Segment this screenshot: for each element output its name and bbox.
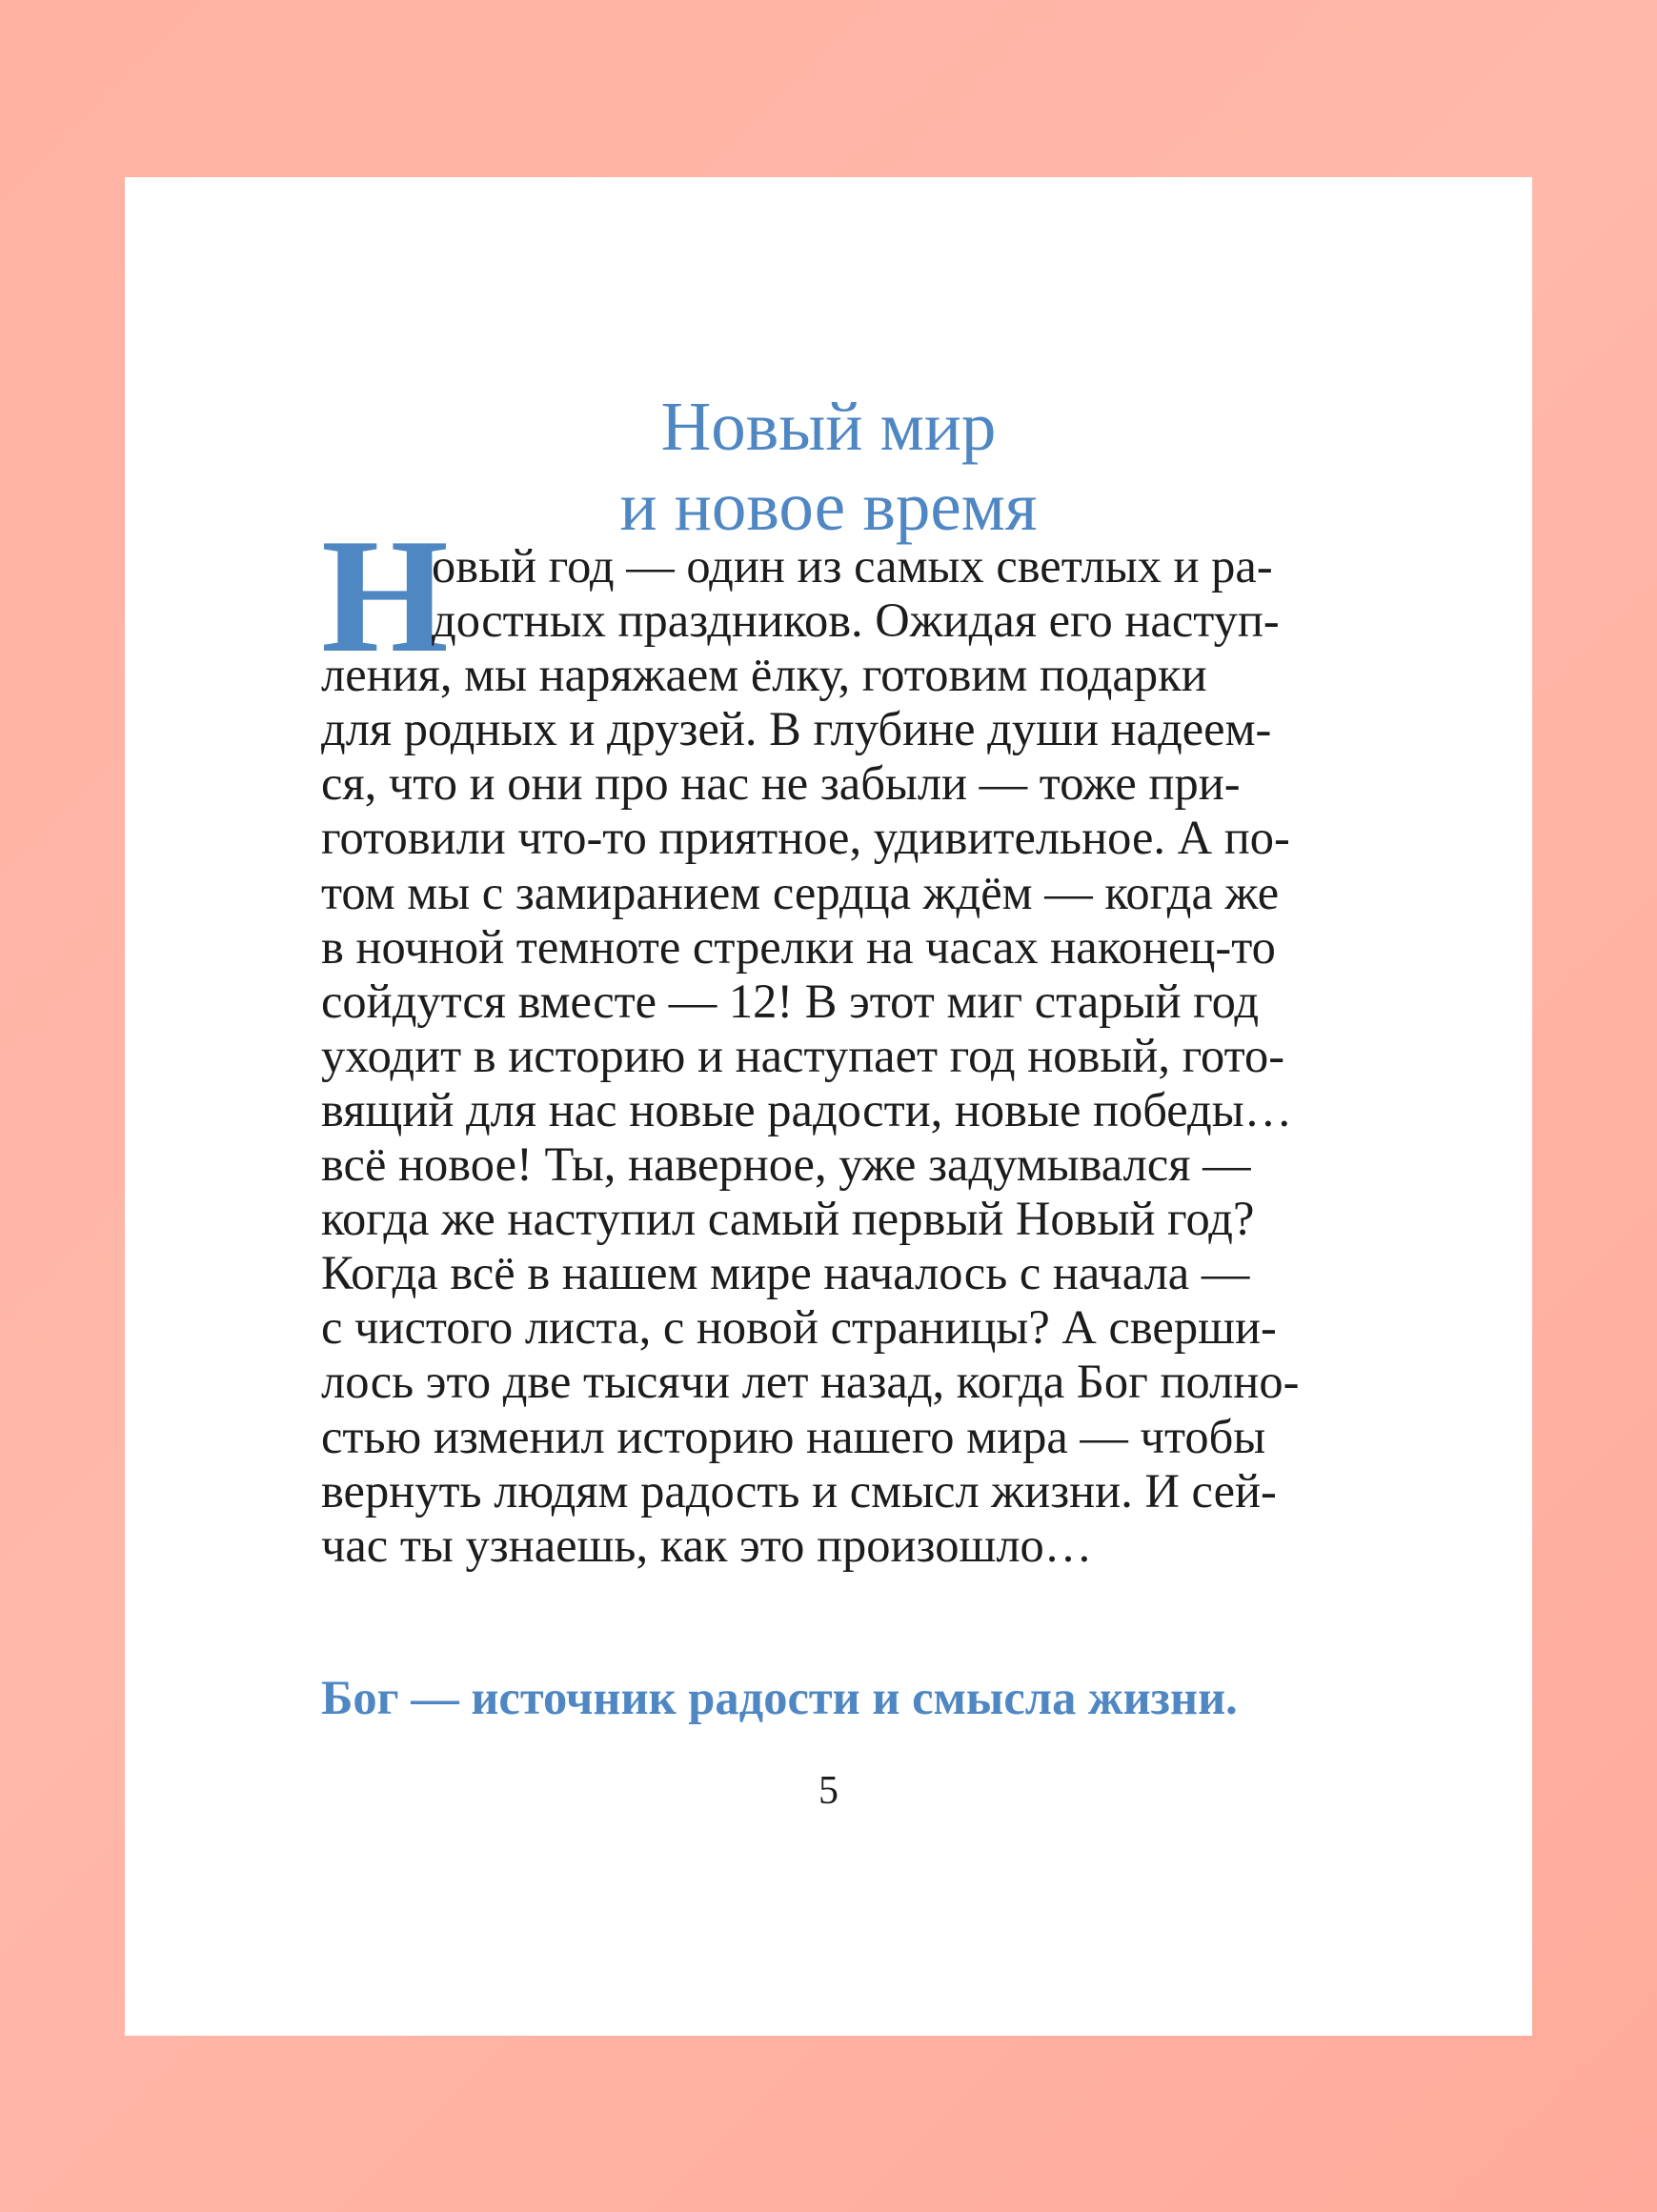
body-line: готовили что-то приятное, удивительное. А по- [321,811,1290,865]
page-number: 5 [818,1769,839,1813]
body-line: вернуть людям радость и смысл жизни. И сей- [321,1463,1277,1518]
drop-cap-letter: Н [321,506,449,687]
body-line: уходит в историю и наступает год новый, гото- [321,1028,1285,1082]
book-page [125,177,1532,2036]
title-line-2: и новое время [619,467,1038,545]
body-line: час ты узнаешь, как это произошло… [321,1518,1093,1572]
body-line: в ночной темноте стрелки на часах наконец-то [321,919,1276,974]
body-line: ления, мы наряжаем ёлку, готовим подарки [321,648,1207,702]
body-line: том мы с замиранием сердца ждём — когда же [321,865,1280,919]
body-line: овый год — один из самых светлых и ра- [432,539,1273,593]
body-line: лось это две тысячи лет назад, когда Бог полно- [321,1355,1300,1409]
body-line: с чистого листа, с новой страницы? А сверши- [321,1300,1277,1355]
body-line: ся, что и они про нас не забыли — тоже при- [321,756,1241,811]
body-line: когда же наступил самый первый Новый год? [321,1192,1255,1246]
body-line: всё новое! Ты, наверное, уже задумывался — [321,1137,1251,1192]
highlight-statement: Бог — источник радости и смысла жизни. [321,1671,1238,1724]
body-line: вящий для нас новые радости, новые победы… [321,1082,1293,1136]
body-line: для родных и друзей. В глубине души надеем- [321,702,1272,756]
body-line: сойдутся вместе — 12! В этот миг старый год [321,974,1260,1028]
title-line-1: Новый мир [660,387,997,465]
body-line: Когда всё в нашем мире началось с начала — [321,1246,1250,1300]
body-line: достных праздников. Ожидая его наступ- [432,593,1280,648]
body-line: стью изменил историю нашего мира — чтобы [321,1409,1266,1463]
body-paragraph [321,539,1351,1573]
